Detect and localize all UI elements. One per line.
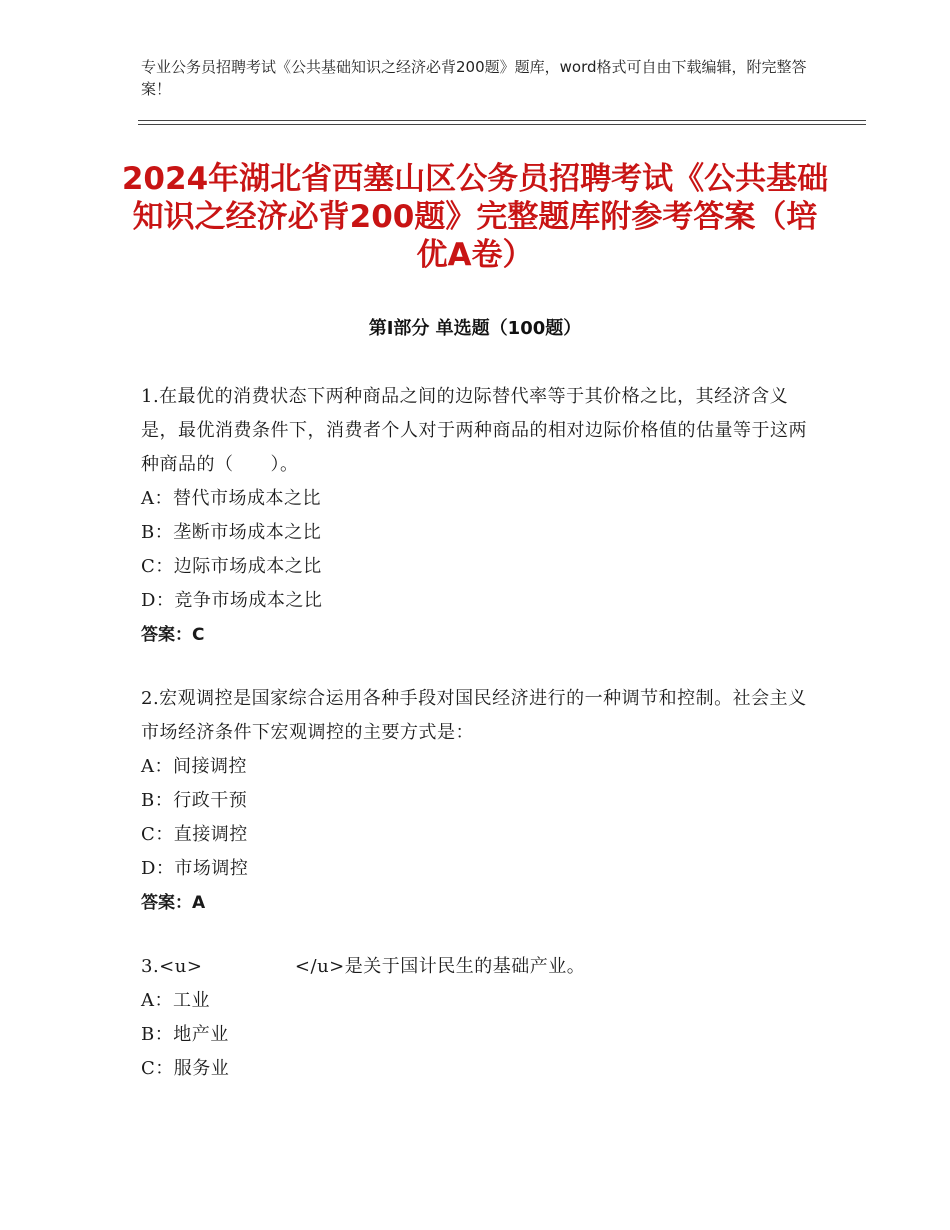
document-title: 2024年湖北省西塞山区公务员招聘考试《公共基础知识之经济必背200题》完整题库附参考答案（培优A卷） <box>121 161 829 273</box>
question-1 <box>141 380 821 652</box>
option-a: A：间接调控 <box>141 756 247 777</box>
question-3 <box>141 950 821 1086</box>
option-c: C：边际市场成本之比 <box>141 556 322 577</box>
question-2 <box>141 682 821 920</box>
option-b: B：垄断市场成本之比 <box>141 522 322 543</box>
option-b: B：地产业 <box>141 1024 229 1045</box>
header-note: 专业公务员招聘考试《公共基础知识之经济必背200题》题库，word格式可自由下载编辑，附完整答案！ <box>141 58 807 98</box>
question-list <box>141 380 821 1116</box>
option-a: A：替代市场成本之比 <box>141 488 321 509</box>
option-a: A：工业 <box>141 990 210 1011</box>
section-title: 第Ⅰ部分 单选题（100题） <box>368 318 582 339</box>
option-c: C：直接调控 <box>141 824 248 845</box>
option-d: D：市场调控 <box>141 858 249 879</box>
question-stem: 1.在最优的消费状态下两种商品之间的边际替代率等于其价格之比，其经济含义是，最优消费条件下，消费者个人对于两种商品的相对边际价格值的估量等于这两种商品的（ ）。 <box>141 386 807 475</box>
header-divider <box>138 120 866 125</box>
question-stem: 2.宏观调控是国家综合运用各种手段对国民经济进行的一种调节和控制。社会主义市场经济条件下宏观调控的主要方式是： <box>141 688 807 743</box>
answer: 答案：A <box>141 893 206 913</box>
option-d: D：竞争市场成本之比 <box>141 590 323 611</box>
question-stem: 3.<u> </u>是关于国计民生的基础产业。 <box>141 956 586 977</box>
answer: 答案：C <box>141 625 205 645</box>
option-b: B：行政干预 <box>141 790 248 811</box>
option-c: C：服务业 <box>141 1058 230 1079</box>
